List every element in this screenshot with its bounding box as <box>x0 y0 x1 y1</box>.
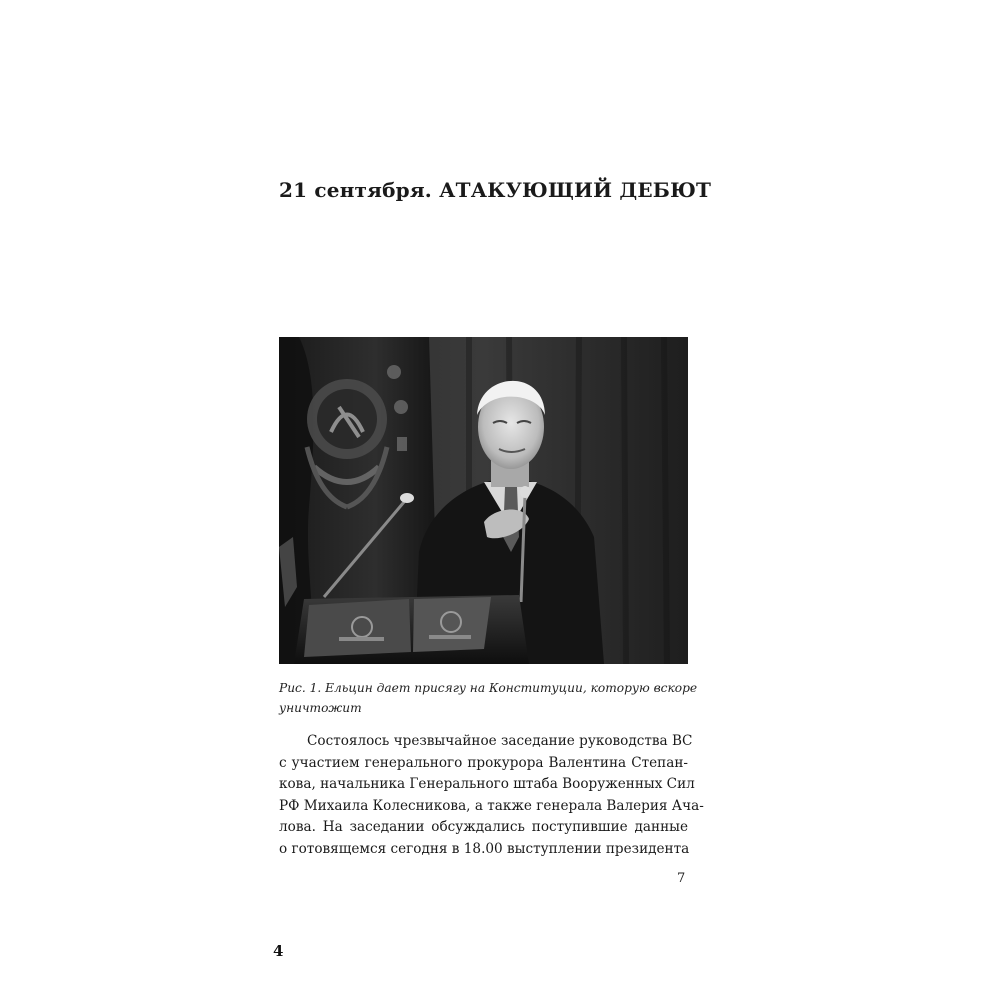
chapter-title: 21 сентября. АТАКУЮЩИЙ ДЕБЮТ <box>279 178 712 202</box>
caption-line: Рис. 1. Ельцин дает присягу на Конституции, которую вскоре <box>279 681 698 695</box>
page-number-inner: 7 <box>677 871 686 886</box>
paragraph-line: о готовящемся сегодня в 18.00 выступлении президента <box>279 840 690 857</box>
body-paragraph <box>279 731 704 861</box>
figure-caption <box>279 678 698 718</box>
paragraph-line: кова, начальника Генерального штаба Вооруженных Сил <box>279 776 695 793</box>
paragraph-line: РФ Михаила Колесникова, а также генерала Валерия Ача- <box>279 797 704 814</box>
paragraph-line: лова. На заседании обсуждались поступившие данные <box>279 819 688 836</box>
figure-photo <box>279 337 688 664</box>
paragraph-line: с участием генерального прокурора Валентина Степан- <box>279 754 688 771</box>
paragraph-line: Состоялось чрезвычайное заседание руководства ВС <box>307 733 693 749</box>
caption-line: уничтожит <box>279 701 362 715</box>
page-number-outer: 4 <box>273 942 284 960</box>
